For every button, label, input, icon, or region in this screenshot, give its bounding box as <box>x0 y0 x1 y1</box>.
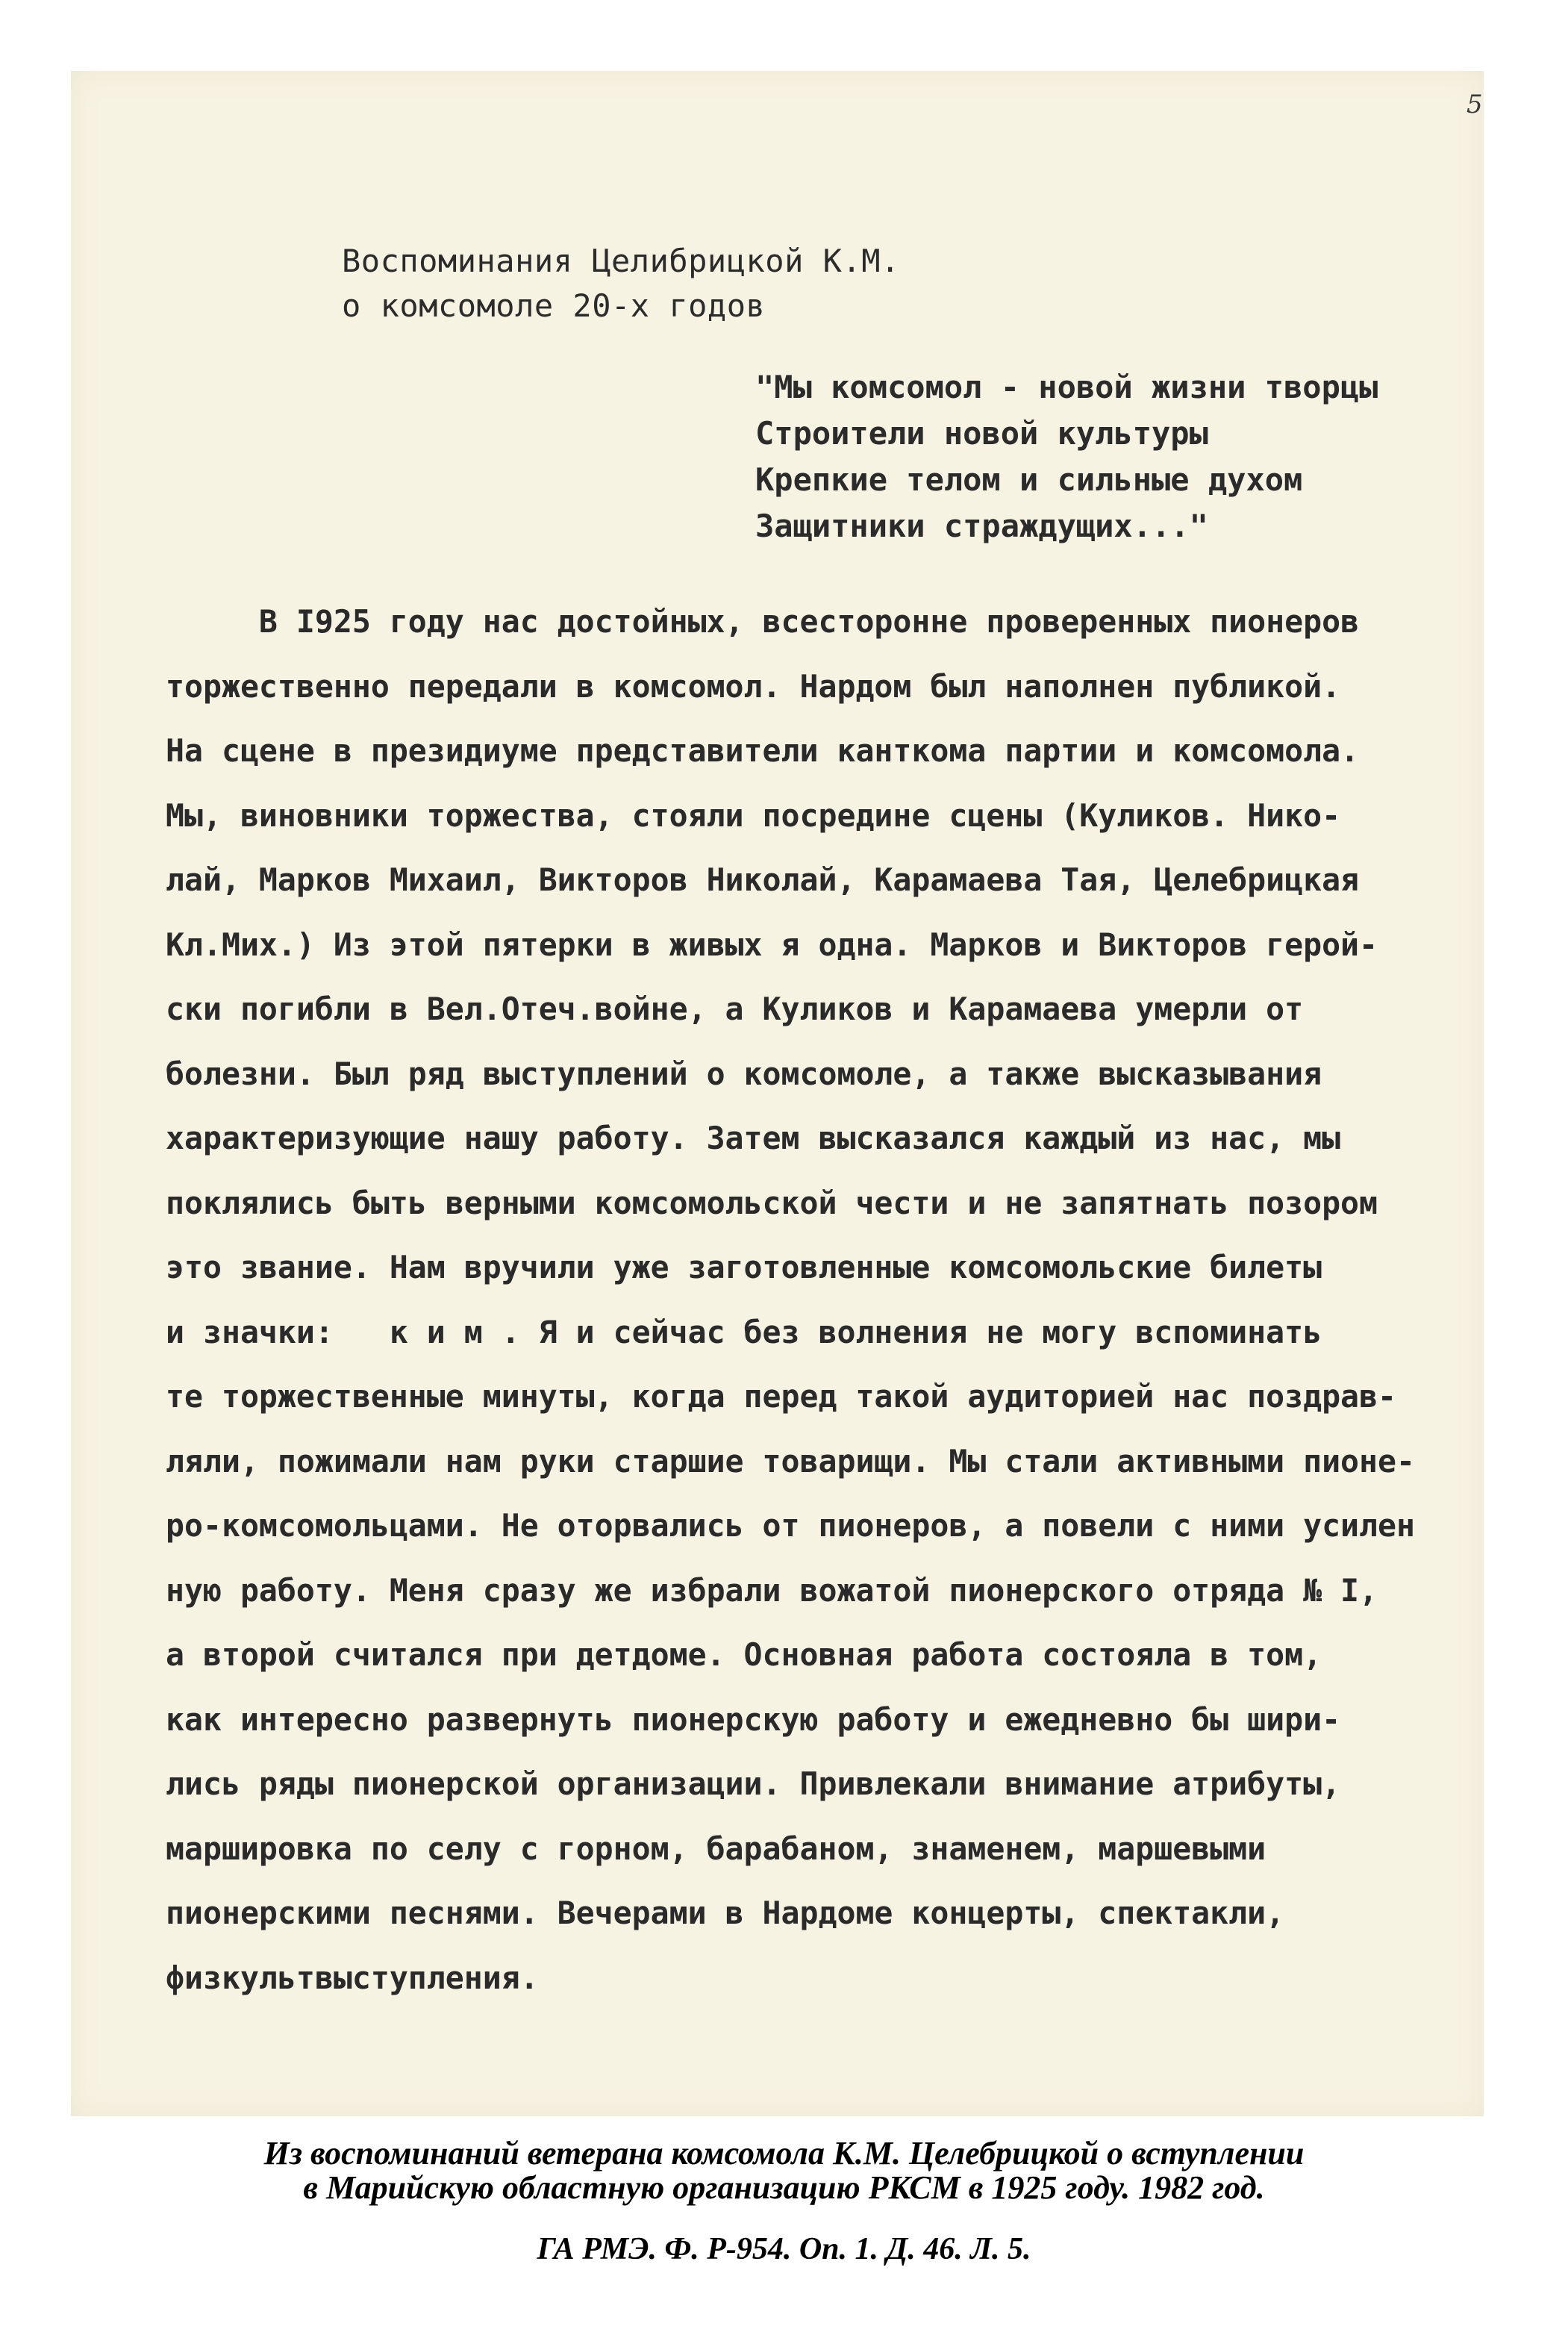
body-line: и значки: к и м . Я и сейчас без волнения не могу вспоминать <box>166 1313 1322 1350</box>
body-line: лись ряды пионерской организации. Привлекали внимание атрибуты, <box>166 1765 1341 1802</box>
caption-line: Из воспоминаний ветерана комсомола К.М. Целебрицкой о вступлении <box>263 2135 1305 2172</box>
epigraph <box>755 364 1378 549</box>
epigraph-line: Крепкие телом и сильные духом <box>755 461 1303 498</box>
body-line: На сцене в президиуме представители канткома партии и комсомола. <box>166 732 1360 769</box>
document-title <box>342 239 900 328</box>
title-line: о комсомоле 20-х годов <box>342 287 766 324</box>
body-line: Кл.Мих.) Из этой пятерки в живых я одна. Марков и Викторов герой- <box>166 926 1378 963</box>
page-number: 5 <box>1467 90 1483 119</box>
body-line: ро-комсомольцами. Не оторвались от пионеров, а повели с ними усилен <box>166 1507 1416 1544</box>
body-line: это звание. Нам вручили уже заготовленные комсомольские билеты <box>166 1249 1322 1285</box>
body-line: В I925 году нас достойных, всесторонне проверенных пионеров <box>166 603 1360 640</box>
epigraph-line: Защитники страждущих..." <box>755 508 1208 544</box>
body-line: болезни. Был ряд выступлений о комсомоле, а также высказывания <box>166 1055 1322 1092</box>
body-line: характеризующие нашу работу. Затем высказался каждый из нас, мы <box>166 1120 1341 1156</box>
body-line: физкультвыступления. <box>166 1959 539 1996</box>
body-line: ски погибли в Вел.Отеч.войне, а Куликов и Карамаева умерли от <box>166 991 1304 1027</box>
body-line: поклялись быть верными комсомольской чести и не запятнать позором <box>166 1184 1378 1221</box>
body-line: торжественно передали в комсомол. Нардом был наполнен публикой. <box>166 667 1341 705</box>
body-line: Мы, виновники торжества, стояли посредине сцены (Куликов. Нико- <box>166 796 1341 834</box>
archive-reference: ГА РМЭ. Ф. Р-954. Оп. 1. Д. 46. Л. 5. <box>537 2232 1031 2266</box>
caption-line: в Марийскую областную организацию РКСМ в 1925 году. 1982 год. <box>303 2169 1265 2206</box>
body-line: а второй считался при детдоме. Основная работа состояла в том, <box>166 1636 1322 1673</box>
epigraph-line: "Мы комсомол - новой жизни творцы <box>755 369 1378 405</box>
title-line: Воспоминания Целибрицкой К.М. <box>342 243 900 279</box>
body-line: лай, Марков Михаил, Викторов Николай, Карамаева Тая, Целебрицкая <box>166 861 1360 898</box>
body-line: те торжественные минуты, когда перед такой аудиторией нас поздрав- <box>166 1378 1397 1415</box>
document-body <box>166 590 1479 2010</box>
body-line: ляли, пожимали нам руки старшие товарищи. Мы стали активными пионе- <box>166 1442 1416 1480</box>
body-line: маршировка по селу с горном, барабаном, знаменем, маршевыми <box>166 1830 1266 1867</box>
epigraph-line: Строители новой культуры <box>755 415 1208 452</box>
body-line: как интересно развернуть пионерскую работу и ежедневно бы шири- <box>166 1700 1341 1738</box>
body-line: ную работу. Меня сразу же избрали вожатой пионерского отряда № I, <box>166 1571 1378 1609</box>
body-line: пионерскими песнями. Вечерами в Нардоме концерты, спектакли, <box>166 1895 1285 1931</box>
